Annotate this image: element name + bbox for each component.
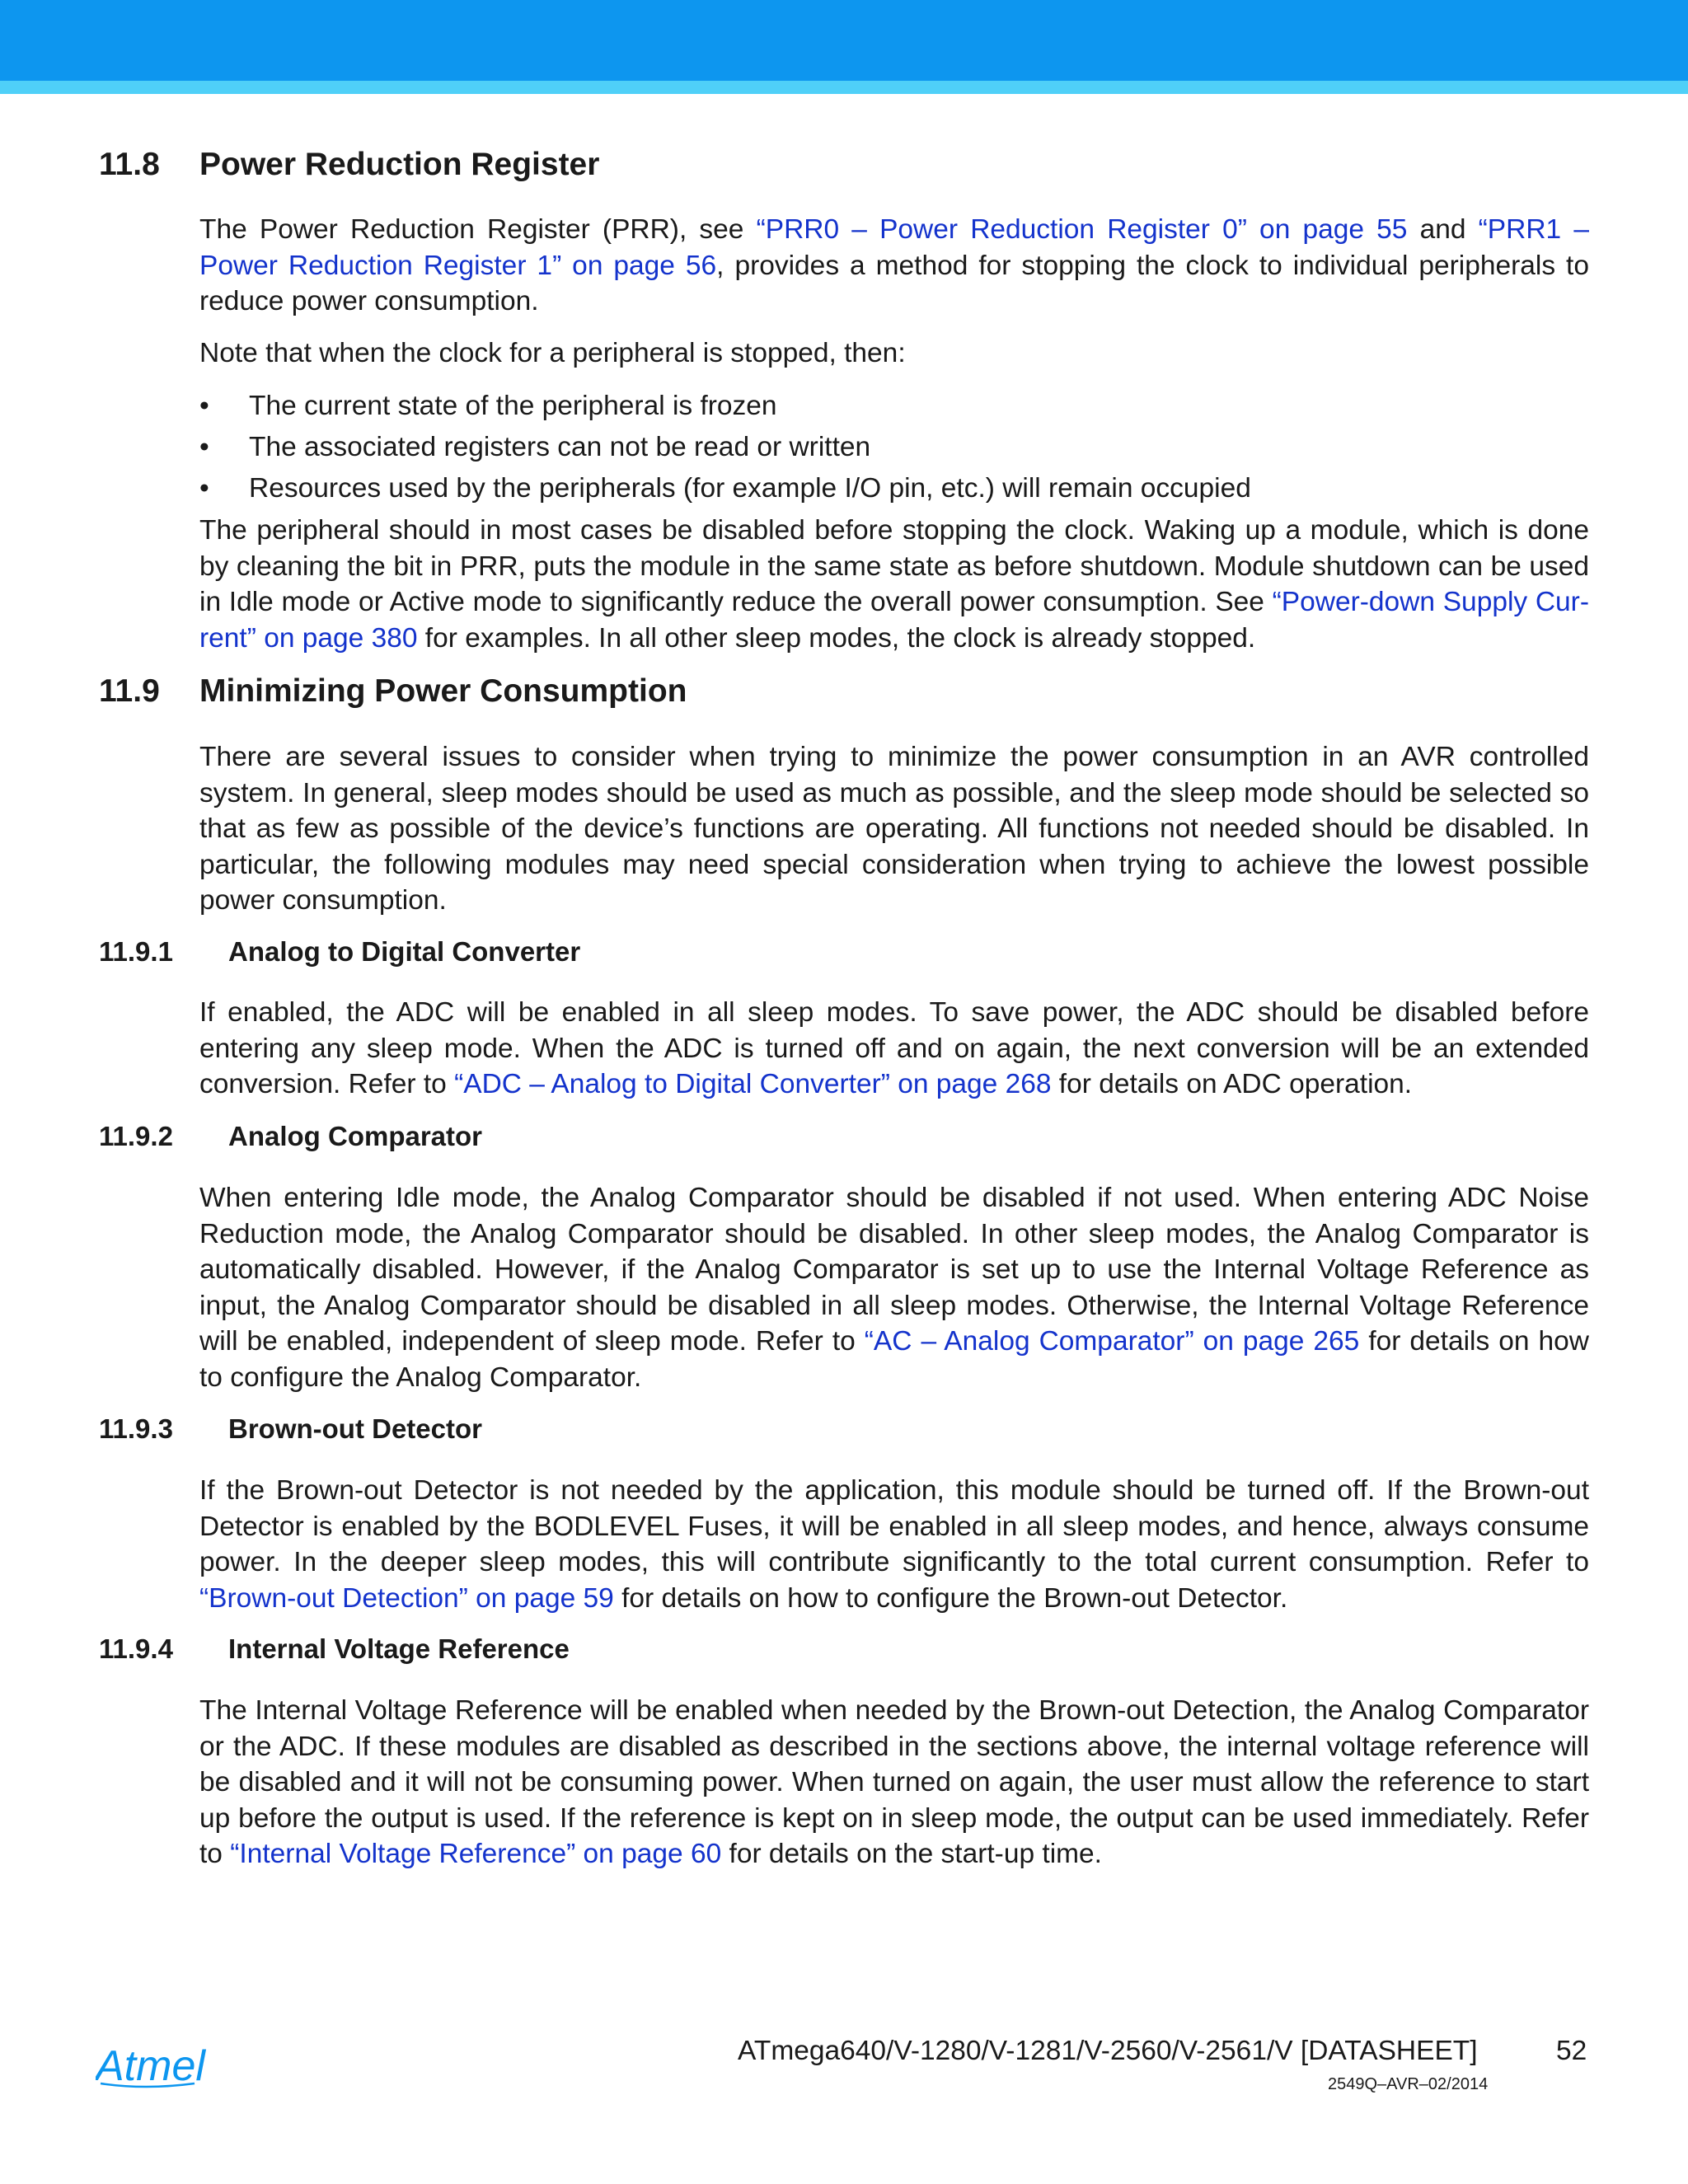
section-title: Power Reduction Register (199, 147, 600, 182)
cross-reference-link[interactable]: “PRR0 – Power Reduction Register 0” on page 55 (756, 214, 1408, 245)
paragraph-text: for details on how to configure the Brown-out Detector. (613, 1582, 1288, 1614)
paragraph-text: The Power Reduction Register (PRR), see (199, 214, 757, 245)
paragraph-peripheral-disable (199, 513, 1589, 656)
subsection-heading-11-9-3 (99, 1413, 482, 1445)
section-heading-11-8 (99, 147, 599, 183)
subsection-number: 11.9.1 (99, 936, 173, 967)
subsection-title: Analog Comparator (228, 1121, 483, 1151)
section-number: 11.9 (99, 673, 160, 709)
list-item (199, 471, 1251, 507)
paragraph-text: , provides a method for stopping the clock to individual peripherals to reduce power consumption. (199, 250, 1589, 316)
paragraph-analog-comparator (199, 1180, 1589, 1395)
cross-reference-link[interactable]: “PRR1 – Power Reduction Register 1” on page 56 (199, 214, 1589, 281)
header-bar (0, 0, 1688, 81)
bullet-text: The current state of the peripheral is frozen (249, 391, 777, 421)
cross-reference-link[interactable]: “Brown-out Detection” on page 59 (199, 1582, 614, 1614)
bullet-glyph: • (199, 473, 209, 504)
paragraph-internal-voltage-reference (199, 1693, 1589, 1872)
paragraph-text: for details on ADC operation. (1051, 1069, 1413, 1099)
subsection-number: 11.9.3 (99, 1413, 173, 1444)
footer-page-number: 52 (1556, 2036, 1587, 2066)
list-item (199, 388, 777, 424)
cross-reference-link[interactable]: “Internal Voltage Reference” on page 60 (230, 1839, 722, 1869)
list-item (199, 429, 870, 466)
subsection-title: Internal Voltage Reference (228, 1633, 570, 1664)
paragraph-text: When entering Idle mode, the Analog Comparator should be disabled if not used. When entering ADC Noise Reduction mode, the Analog Comparator should be disabled. In other sleep modes, the Analog Comparator is automatically disabled. However, if the Analog Comparator is set up to use the Internal Voltage Reference as input, the Analog Comparator should be disabled in all sleep modes. Otherwise, the Internal Voltage Reference will be enabled, independent of sleep mode. Refer to (199, 1183, 1589, 1357)
footer-revision: 2549Q–AVR–02/2014 (1328, 2075, 1489, 2093)
section-number: 11.8 (99, 147, 160, 182)
paragraph-clock-stopped-note: Note that when the clock for a peripheral is stopped, then: (199, 338, 906, 368)
paragraph-text: The peripheral should in most cases be disabled before stopping the clock. Waking up a module, which is done by cleaning the bit in PRR, puts the module in the same state as before shutdown. Module shutdown can be used in Idle mode or Active mode to significantly reduce the overall power consumption. See (199, 515, 1589, 617)
paragraph-text: for examples. In all other sleep modes, the clock is already stopped. (417, 622, 1256, 654)
paragraph-adc (199, 995, 1589, 1103)
paragraph-text: and (1407, 214, 1479, 245)
subsection-title: Analog to Digital Converter (228, 936, 581, 967)
cross-reference-link[interactable]: “ADC – Analog to Digital Converter” on page 268 (454, 1069, 1052, 1099)
subsection-title: Brown-out Detector (228, 1413, 482, 1444)
paragraph-text: If the Brown-out Detector is not needed by the application, this module should be turned off. If the Brown-out Detector is enabled by the BODLEVEL Fuses, it will be enabled in all sleep modes, and hence, always consume power. In the deeper sleep modes, this will contribute significantly to the total current consumption. Refer to (199, 1475, 1589, 1577)
bullet-glyph: • (199, 391, 209, 421)
section-heading-11-9 (99, 673, 687, 710)
subsection-heading-11-9-1 (99, 936, 580, 968)
subsection-heading-11-9-4 (99, 1633, 570, 1665)
bullet-text: The associated registers can not be read or written (249, 432, 871, 462)
header-stripe (0, 81, 1688, 94)
paragraph-text: The Internal Voltage Reference will be enabled when needed by the Brown-out Detection, the Analog Comparator or the ADC. If these modules are disabled as described in the sections above, the internal voltage reference will be disabled and it will not be consuming power. When turned on again, the user must allow the reference to start up before the output is used. If the reference is kept on in sleep mode, the output can be used immediately. Refer to (199, 1695, 1589, 1869)
paragraph-minimizing-intro: There are several issues to consider when trying to minimize the power consumption in an AVR controlled system. In general, sleep modes should be used as much as possible, and the sleep mode should be selected so that as few as possible of the device’s functions are operating. All functions not needed should be disabled. In particular, the following modules may need special consideration when trying to achieve the lowest possible power consumption. (199, 742, 1589, 916)
subsection-number: 11.9.4 (99, 1633, 173, 1664)
cross-reference-link[interactable]: “Power-down Supply Cur-rent” on page 380 (199, 587, 1589, 654)
bullet-glyph: • (199, 432, 209, 462)
subsection-heading-11-9-2 (99, 1121, 482, 1152)
paragraph-text: If enabled, the ADC will be enabled in all sleep modes. To save power, the ADC should be disabled before entering any sleep mode. When the ADC is turned off and on again, the next conversion will be an extended conversion. Refer to (199, 997, 1589, 1099)
paragraph-text: for details on how to configure the Analog Comparator. (199, 1326, 1589, 1393)
paragraph-text: for details on the start-up time. (721, 1839, 1102, 1869)
atmel-logo (96, 2042, 241, 2090)
section-title: Minimizing Power Consumption (199, 673, 687, 709)
atmel-logo-text: Atmel (96, 2042, 205, 2090)
cross-reference-link[interactable]: “AC – Analog Comparator” on page 265 (864, 1326, 1360, 1357)
bullet-text: Resources used by the peripherals (for example I/O pin, etc.) will remain occupied (249, 473, 1251, 504)
footer-document-title: ATmega640/V-1280/V-1281/V-2560/V-2561/V [DATASHEET] (738, 2036, 1478, 2066)
paragraph-prr-intro (199, 212, 1589, 320)
subsection-number: 11.9.2 (99, 1121, 173, 1151)
paragraph-brown-out (199, 1473, 1589, 1616)
